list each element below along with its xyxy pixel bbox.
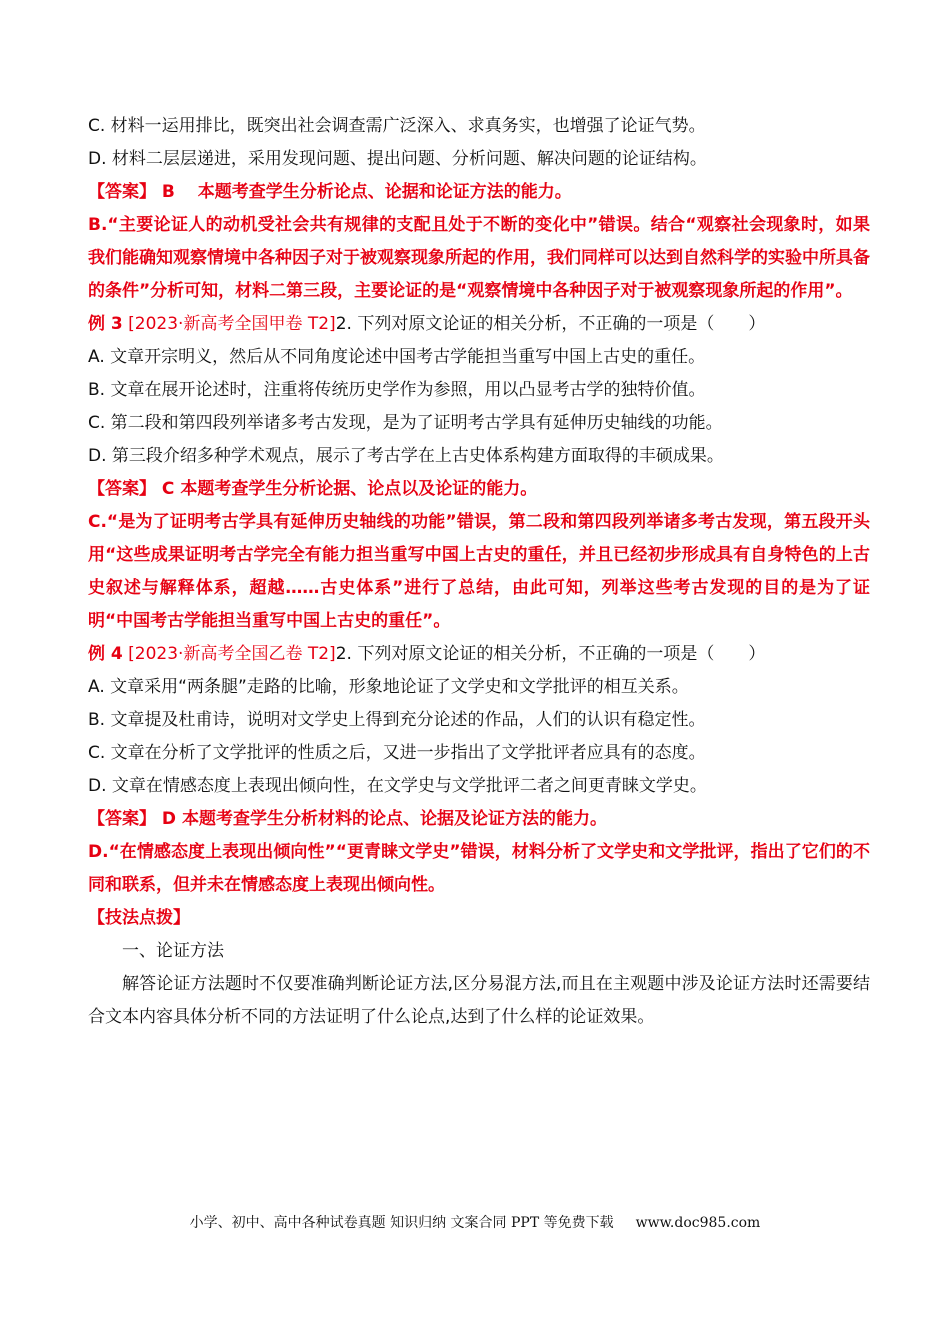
footer-text: 小学、初中、高中各种试卷真题 知识归纳 文案合同 PPT 等免费下载 bbox=[189, 1215, 614, 1231]
example4-answer: 【答案】 D 本题考查学生分析材料的论点、论据及论证方法的能力。 bbox=[88, 809, 607, 829]
example4-option-c: C. 文章在分析了文学批评的性质之后，又进一步指出了文学批评者应具有的态度。 bbox=[88, 743, 706, 763]
example3-option-c: C. 第二段和第四段列举诸多考古发现，是为了证明考古学具有延伸历史轴线的功能。 bbox=[88, 413, 723, 433]
example3-option-d: D. 第三段介绍多种学术观点，展示了考古学在上古史体系构建方面取得的丰硕成果。 bbox=[88, 446, 724, 466]
example3-answer: 【答案】 C 本题考查学生分析论据、论点以及论证的能力。 bbox=[88, 479, 538, 499]
example4-explanation: D.“在情感态度上表现出倾向性”“更青睐文学史”错误，材料分析了文学史和文学批评，指出了它们的不同和联系，但并未在情感态度上表现出倾向性。 bbox=[88, 842, 870, 895]
example4-option-a: A. 文章采用“两条腿”走路的比喻，形象地论证了文学史和文学批评的相互关系。 bbox=[88, 677, 689, 697]
example3-explanation: C.“是为了证明考古学具有延伸历史轴线的功能”错误，第二段和第四段列举诸多考古发现，第五段开头用“这些成果证明考古学完全有能力担当重写中国上古史的重任，并且已经初步形成具有自身特色的上古史叙述与解释体系，超越……古史体系”进行了总结，由此可知，列举这些考古发现的目的是为了证明“中国考古学能担当重写中国上古史的重任”。 bbox=[88, 512, 870, 631]
page-footer bbox=[0, 1212, 950, 1232]
q2-answer: 【答案】 B 本题考查学生分析论点、论据和论证方法的能力。 bbox=[88, 182, 572, 202]
example4-label: 例 4 bbox=[88, 644, 123, 664]
example4-question: 2. 下列对原文论证的相关分析，不正确的一项是（ ） bbox=[335, 644, 766, 664]
example3-option-a: A. 文章开宗明义，然后从不同角度论述中国考古学能担当重写中国上古史的重任。 bbox=[88, 347, 706, 367]
example3-question: 2. 下列对原文论证的相关分析，不正确的一项是（ ） bbox=[335, 314, 766, 334]
example3-source: [2023·新高考全国甲卷 T2] bbox=[128, 314, 336, 334]
example4-source: [2023·新高考全国乙卷 T2] bbox=[128, 644, 336, 664]
example3-option-b: B. 文章在展开论述时，注重将传统历史学作为参照，用以凸显考古学的独特价值。 bbox=[88, 380, 706, 400]
tips-paragraph: 解答论证方法题时不仅要准确判断论证方法,区分易混方法,而且在主观题中涉及论证方法时还需要结合文本内容具体分析不同的方法证明了什么论点,达到了什么样的论证效果。 bbox=[88, 974, 870, 1027]
q2-option-c: C. 材料一运用排比，既突出社会调查需广泛深入、求真务实，也增强了论证气势。 bbox=[88, 116, 706, 136]
q2-explanation: B.“主要论证人的动机受社会共有规律的支配且处于不断的变化中”错误。结合“观察社会现象时，如果我们能确知观察情境中各种因子对于被观察现象所起的作用，我们同样可以达到自然科学的实验中所具备的条件”分析可知，材料二第三段，主要论证的是“观察情境中各种因子对于被观察现象所起的作用”。 bbox=[88, 215, 870, 301]
q2-option-d: D. 材料二层层递进，采用发现问题、提出问题、分析问题、解决问题的论证结构。 bbox=[88, 149, 707, 169]
tips-heading: 【技法点拨】 bbox=[88, 908, 190, 928]
tips-subheading: 一、论证方法 bbox=[122, 941, 224, 961]
document-body bbox=[88, 110, 870, 1034]
example4-option-b: B. 文章提及杜甫诗，说明对文学史上得到充分论述的作品，人们的认识有稳定性。 bbox=[88, 710, 706, 730]
example4-option-d: D. 文章在情感态度上表现出倾向性，在文学史与文学批评二者之间更青睐文学史。 bbox=[88, 776, 707, 796]
footer-url[interactable]: www.doc985.com bbox=[635, 1215, 761, 1231]
example3-heading bbox=[88, 308, 870, 341]
example3-label: 例 3 bbox=[88, 314, 123, 334]
example4-heading bbox=[88, 638, 870, 671]
